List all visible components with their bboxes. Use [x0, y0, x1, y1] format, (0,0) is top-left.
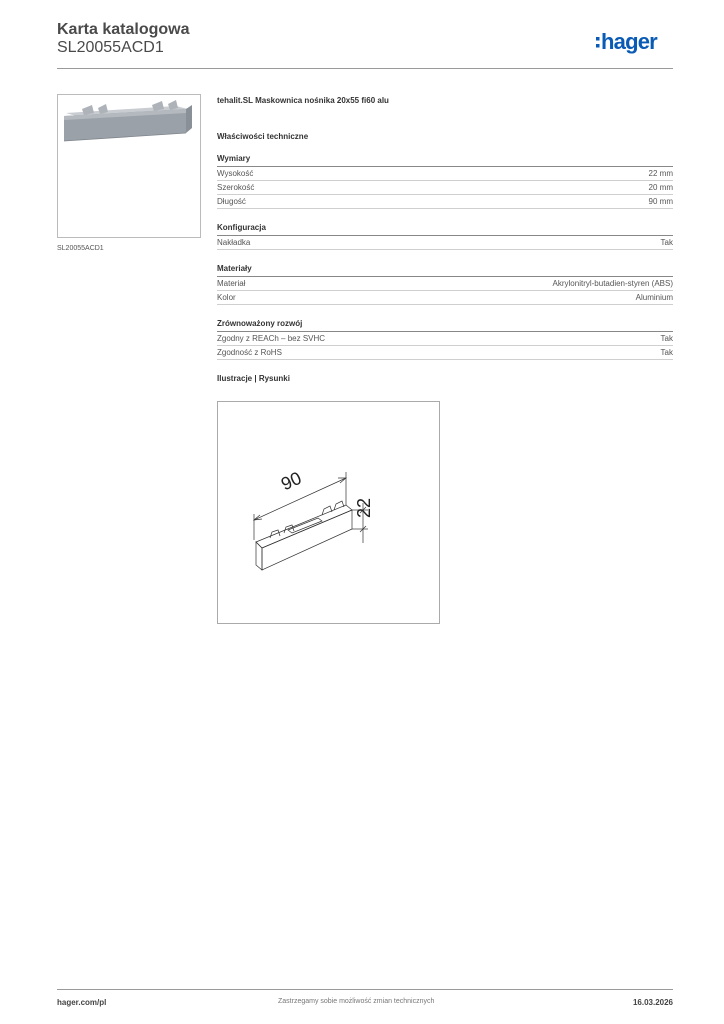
dimension-drawing	[217, 401, 440, 624]
spec-label: Nakładka	[217, 238, 251, 247]
product-details	[217, 96, 673, 383]
product-image-caption: SL20055ACD1	[57, 245, 104, 252]
spec-label: Zgodny z REACh – bez SVHC	[217, 334, 326, 343]
dimension-length-label: 90	[278, 467, 305, 495]
section-title: Konfiguracja	[217, 223, 673, 236]
footer-divider	[57, 989, 673, 990]
logo-text: hager	[601, 29, 657, 54]
product-title: tehalit.SL Maskownica nośnika 20x55 fi60 alu	[217, 96, 389, 105]
spec-value: Tak	[660, 238, 673, 247]
dimension-height-label: 22	[354, 497, 374, 518]
spec-row	[217, 277, 673, 291]
footer-date: 16.03.2026	[632, 998, 673, 1007]
section-sustainability	[217, 319, 673, 360]
spec-value: 20 mm	[648, 183, 673, 192]
spec-row	[217, 346, 673, 360]
spec-row	[217, 195, 673, 209]
footer-website-link[interactable]: hager.com/pl	[57, 998, 107, 1007]
spec-value: 90 mm	[648, 197, 673, 206]
spec-label: Zgodność z RoHS	[217, 348, 282, 357]
product-image	[57, 94, 201, 238]
technical-properties-title: Właściwości techniczne	[217, 132, 309, 141]
document-title: Karta katalogowa	[57, 21, 190, 38]
spec-value: Tak	[660, 334, 673, 343]
spec-label: Szerokość	[217, 183, 255, 192]
spec-row	[217, 167, 673, 181]
section-title: Wymiary	[217, 154, 673, 167]
spec-label: Materiał	[217, 279, 246, 288]
spec-value: Aluminium	[635, 293, 673, 302]
spec-row	[217, 236, 673, 250]
spec-row	[217, 291, 673, 305]
spec-label: Długość	[217, 197, 246, 206]
spec-label: Kolor	[217, 293, 236, 302]
header-divider	[57, 68, 673, 69]
product-code: SL20055ACD1	[57, 39, 164, 56]
spec-row	[217, 332, 673, 346]
spec-value: 22 mm	[648, 169, 673, 178]
footer-disclaimer: Zastrzegamy sobie możliwość zmian technicznych	[278, 998, 435, 1005]
section-dimensions	[217, 154, 673, 209]
hager-logo[interactable]	[594, 28, 674, 58]
illustrations-title: Ilustracje | Rysunki	[217, 374, 290, 383]
section-title: Zrównoważony rozwój	[217, 319, 673, 332]
section-configuration	[217, 223, 673, 250]
spec-row	[217, 181, 673, 195]
spec-value: Akrylonitryl-butadien-styren (ABS)	[552, 279, 673, 288]
section-materials	[217, 264, 673, 305]
spec-value: Tak	[660, 348, 673, 357]
section-title: Materiały	[217, 264, 673, 277]
spec-label: Wysokość	[217, 169, 254, 178]
